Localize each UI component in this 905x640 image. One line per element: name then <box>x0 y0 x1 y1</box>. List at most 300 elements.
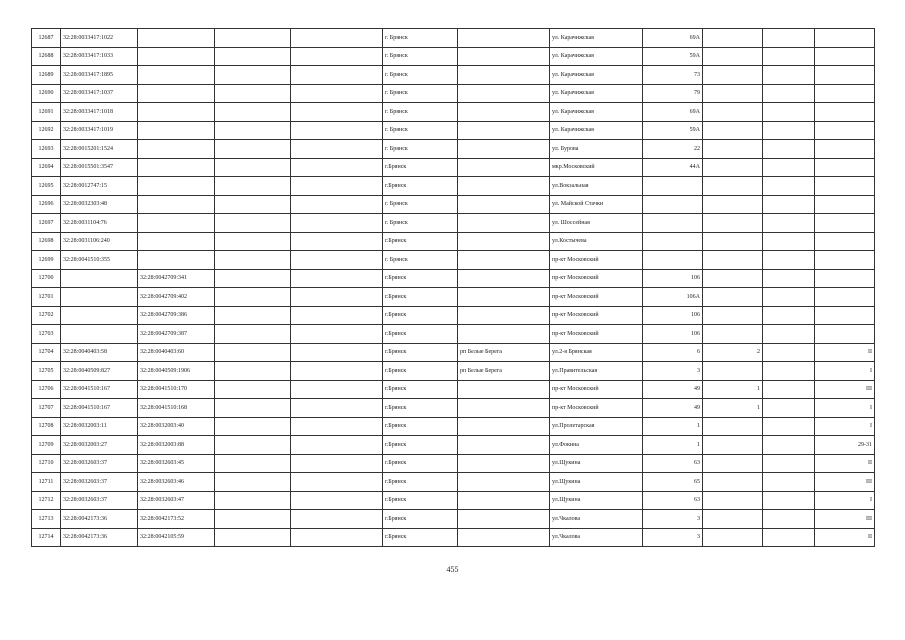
building-cell <box>703 29 763 48</box>
building-cell <box>703 177 763 196</box>
house-number-cell: 3 <box>643 528 703 547</box>
apartment-cell <box>815 177 875 196</box>
row-number-cell: 12714 <box>32 528 61 547</box>
table-body <box>32 29 875 547</box>
house-number-cell: 6 <box>643 343 703 362</box>
settlement-cell <box>458 306 550 325</box>
empty-cell-c <box>763 288 815 307</box>
apartment-cell <box>815 306 875 325</box>
cadastral-number-cell: 32:28:0032303:48 <box>61 195 138 214</box>
apartment-cell <box>815 288 875 307</box>
apartment-cell: III <box>815 510 875 529</box>
cadastral-number-cell: 32:28:0015201:1524 <box>61 140 138 159</box>
street-cell: ул.Вокзальная <box>550 177 643 196</box>
street-cell: ул. Карачижская <box>550 103 643 122</box>
empty-cell-b <box>291 380 383 399</box>
cadastral-number-cell <box>61 306 138 325</box>
settlement-cell <box>458 121 550 140</box>
street-cell: ул.Чкалова <box>550 528 643 547</box>
row-number-cell: 12710 <box>32 454 61 473</box>
table-row <box>32 380 875 399</box>
city-cell: г. Брянск <box>383 251 458 270</box>
table-row <box>32 84 875 103</box>
cadastral-number-cell: 32:28:0033417:1022 <box>61 29 138 48</box>
house-number-cell: 73 <box>643 66 703 85</box>
empty-cell-b <box>291 454 383 473</box>
house-number-cell: 49 <box>643 399 703 418</box>
empty-cell-b <box>291 306 383 325</box>
table-row <box>32 510 875 529</box>
building-cell <box>703 417 763 436</box>
building-cell <box>703 362 763 381</box>
row-number-cell: 12695 <box>32 177 61 196</box>
table-row <box>32 66 875 85</box>
empty-cell-c <box>763 510 815 529</box>
house-number-cell: 22 <box>643 140 703 159</box>
apartment-cell: I <box>815 491 875 510</box>
empty-cell-a <box>215 454 291 473</box>
apartment-cell: I <box>815 362 875 381</box>
sub-cadastral-number-cell <box>138 251 215 270</box>
city-cell: г.Брянск <box>383 491 458 510</box>
row-number-cell: 12697 <box>32 214 61 233</box>
cadastral-number-cell <box>61 325 138 344</box>
street-cell: пр-кт Московский <box>550 399 643 418</box>
table-row <box>32 29 875 48</box>
row-number-cell: 12704 <box>32 343 61 362</box>
cadastral-number-cell: 32:28:0033417:1037 <box>61 84 138 103</box>
empty-cell-c <box>763 269 815 288</box>
row-number-cell: 12711 <box>32 473 61 492</box>
street-cell: мкр.Московский <box>550 158 643 177</box>
sub-cadastral-number-cell: 32:28:0041510:170 <box>138 380 215 399</box>
row-number-cell: 12712 <box>32 491 61 510</box>
street-cell: ул. Карачижская <box>550 29 643 48</box>
house-number-cell: 49 <box>643 380 703 399</box>
apartment-cell <box>815 195 875 214</box>
settlement-cell <box>458 380 550 399</box>
empty-cell-c <box>763 436 815 455</box>
city-cell: г. Брянск <box>383 121 458 140</box>
table-row <box>32 214 875 233</box>
city-cell: г.Брянск <box>383 158 458 177</box>
house-number-cell <box>643 177 703 196</box>
table-row <box>32 140 875 159</box>
apartment-cell <box>815 103 875 122</box>
street-cell: пр-кт Московский <box>550 288 643 307</box>
sub-cadastral-number-cell <box>138 232 215 251</box>
house-number-cell: 65 <box>643 473 703 492</box>
street-cell: пр-кт Московский <box>550 380 643 399</box>
city-cell: г.Брянск <box>383 232 458 251</box>
empty-cell-b <box>291 232 383 251</box>
empty-cell-c <box>763 399 815 418</box>
city-cell: г. Брянск <box>383 29 458 48</box>
street-cell: ул. Бурова <box>550 140 643 159</box>
apartment-cell <box>815 325 875 344</box>
empty-cell-a <box>215 473 291 492</box>
table-row <box>32 454 875 473</box>
row-number-cell: 12707 <box>32 399 61 418</box>
cadastral-number-cell: 32:28:0032003:27 <box>61 436 138 455</box>
sub-cadastral-number-cell <box>138 84 215 103</box>
settlement-cell <box>458 325 550 344</box>
row-number-cell: 12705 <box>32 362 61 381</box>
house-number-cell: 79 <box>643 84 703 103</box>
city-cell: г. Брянск <box>383 140 458 159</box>
house-number-cell: 59А <box>643 121 703 140</box>
city-cell: г. Брянск <box>383 214 458 233</box>
sub-cadastral-number-cell <box>138 140 215 159</box>
empty-cell-c <box>763 177 815 196</box>
empty-cell-b <box>291 288 383 307</box>
empty-cell-b <box>291 84 383 103</box>
street-cell: ул.Щукина <box>550 454 643 473</box>
empty-cell-a <box>215 29 291 48</box>
table-row <box>32 343 875 362</box>
street-cell: ул.Фокина <box>550 436 643 455</box>
empty-cell-c <box>763 47 815 66</box>
city-cell: г. Брянск <box>383 66 458 85</box>
apartment-cell <box>815 140 875 159</box>
empty-cell-c <box>763 232 815 251</box>
table-row <box>32 103 875 122</box>
empty-cell-a <box>215 399 291 418</box>
settlement-cell <box>458 510 550 529</box>
house-number-cell: 63 <box>643 491 703 510</box>
house-number-cell: 1 <box>643 436 703 455</box>
city-cell: г.Брянск <box>383 454 458 473</box>
empty-cell-c <box>763 251 815 270</box>
city-cell: г.Брянск <box>383 362 458 381</box>
cadastral-number-cell: 32:28:0033417:1895 <box>61 66 138 85</box>
settlement-cell <box>458 84 550 103</box>
street-cell: ул.Костычева <box>550 232 643 251</box>
apartment-cell <box>815 232 875 251</box>
apartment-cell: II <box>815 528 875 547</box>
cadastral-number-cell: 32:28:0015501:3547 <box>61 158 138 177</box>
cadastral-number-cell: 32:28:0032603:37 <box>61 473 138 492</box>
empty-cell-b <box>291 195 383 214</box>
empty-cell-b <box>291 251 383 270</box>
empty-cell-b <box>291 510 383 529</box>
empty-cell-b <box>291 269 383 288</box>
settlement-cell <box>458 158 550 177</box>
house-number-cell: 106А <box>643 288 703 307</box>
building-cell <box>703 473 763 492</box>
table-row <box>32 177 875 196</box>
row-number-cell: 12689 <box>32 66 61 85</box>
row-number-cell: 12709 <box>32 436 61 455</box>
street-cell: ул.Пролетарская <box>550 417 643 436</box>
city-cell: г.Брянск <box>383 417 458 436</box>
empty-cell-a <box>215 121 291 140</box>
sub-cadastral-number-cell <box>138 29 215 48</box>
house-number-cell <box>643 251 703 270</box>
settlement-cell <box>458 417 550 436</box>
table-row <box>32 417 875 436</box>
city-cell: г. Брянск <box>383 195 458 214</box>
apartment-cell: III <box>815 473 875 492</box>
empty-cell-a <box>215 232 291 251</box>
empty-cell-a <box>215 380 291 399</box>
table-row <box>32 47 875 66</box>
settlement-cell <box>458 47 550 66</box>
empty-cell-c <box>763 473 815 492</box>
empty-cell-a <box>215 47 291 66</box>
empty-cell-c <box>763 343 815 362</box>
settlement-cell <box>458 103 550 122</box>
building-cell <box>703 47 763 66</box>
city-cell: г.Брянск <box>383 343 458 362</box>
table-row <box>32 251 875 270</box>
sub-cadastral-number-cell: 32:28:0032603:47 <box>138 491 215 510</box>
apartment-cell <box>815 47 875 66</box>
settlement-cell <box>458 288 550 307</box>
row-number-cell: 12702 <box>32 306 61 325</box>
cadastral-number-cell: 32:28:0041510:355 <box>61 251 138 270</box>
settlement-cell <box>458 195 550 214</box>
city-cell: г.Брянск <box>383 528 458 547</box>
street-cell: ул.Щукина <box>550 473 643 492</box>
empty-cell-a <box>215 343 291 362</box>
city-cell: г. Брянск <box>383 103 458 122</box>
empty-cell-a <box>215 306 291 325</box>
table-row <box>32 232 875 251</box>
house-number-cell <box>643 232 703 251</box>
cadastral-number-cell: 32:28:0031106:240 <box>61 232 138 251</box>
row-number-cell: 12708 <box>32 417 61 436</box>
empty-cell-b <box>291 417 383 436</box>
house-number-cell: 3 <box>643 510 703 529</box>
empty-cell-b <box>291 343 383 362</box>
street-cell: ул. Карачижская <box>550 47 643 66</box>
settlement-cell <box>458 528 550 547</box>
sub-cadastral-number-cell: 32:28:0042709:387 <box>138 325 215 344</box>
apartment-cell: I <box>815 399 875 418</box>
city-cell: г.Брянск <box>383 177 458 196</box>
empty-cell-c <box>763 214 815 233</box>
house-number-cell: 1 <box>643 417 703 436</box>
settlement-cell <box>458 436 550 455</box>
building-cell <box>703 66 763 85</box>
table-row <box>32 325 875 344</box>
empty-cell-b <box>291 66 383 85</box>
apartment-cell: II <box>815 454 875 473</box>
row-number-cell: 12699 <box>32 251 61 270</box>
house-number-cell: 59А <box>643 47 703 66</box>
table-row <box>32 121 875 140</box>
row-number-cell: 12701 <box>32 288 61 307</box>
cadastral-number-cell: 32:28:0041510:167 <box>61 399 138 418</box>
empty-cell-b <box>291 177 383 196</box>
empty-cell-c <box>763 66 815 85</box>
empty-cell-c <box>763 380 815 399</box>
building-cell <box>703 84 763 103</box>
street-cell: пр-кт Московский <box>550 325 643 344</box>
settlement-cell <box>458 491 550 510</box>
row-number-cell: 12703 <box>32 325 61 344</box>
building-cell <box>703 454 763 473</box>
apartment-cell <box>815 251 875 270</box>
cadastral-number-cell: 32:28:0032603:37 <box>61 491 138 510</box>
row-number-cell: 12687 <box>32 29 61 48</box>
empty-cell-c <box>763 84 815 103</box>
empty-cell-a <box>215 103 291 122</box>
cadastral-number-cell: 32:28:0032003:11 <box>61 417 138 436</box>
building-cell <box>703 251 763 270</box>
empty-cell-c <box>763 306 815 325</box>
empty-cell-a <box>215 436 291 455</box>
empty-cell-c <box>763 454 815 473</box>
empty-cell-c <box>763 417 815 436</box>
empty-cell-a <box>215 140 291 159</box>
sub-cadastral-number-cell: 32:28:0042709:341 <box>138 269 215 288</box>
cadastral-number-cell: 32:28:0031104:76 <box>61 214 138 233</box>
house-number-cell: 106 <box>643 269 703 288</box>
table-row <box>32 362 875 381</box>
empty-cell-a <box>215 177 291 196</box>
building-cell: 1 <box>703 380 763 399</box>
sub-cadastral-number-cell: 32:28:0042173:52 <box>138 510 215 529</box>
street-cell: пр-кт Московский <box>550 306 643 325</box>
empty-cell-a <box>215 158 291 177</box>
sub-cadastral-number-cell: 32:28:0042709:386 <box>138 306 215 325</box>
apartment-cell <box>815 29 875 48</box>
house-number-cell: 69А <box>643 29 703 48</box>
city-cell: г.Брянск <box>383 306 458 325</box>
empty-cell-a <box>215 288 291 307</box>
house-number-cell: 63 <box>643 454 703 473</box>
sub-cadastral-number-cell: 32:28:0042709:402 <box>138 288 215 307</box>
empty-cell-b <box>291 491 383 510</box>
sub-cadastral-number-cell: 32:28:0042105:59 <box>138 528 215 547</box>
street-cell: ул.2-я Брянская <box>550 343 643 362</box>
empty-cell-b <box>291 473 383 492</box>
sub-cadastral-number-cell: 32:28:0032603:45 <box>138 454 215 473</box>
city-cell: г.Брянск <box>383 473 458 492</box>
sub-cadastral-number-cell: 32:28:0032003:88 <box>138 436 215 455</box>
apartment-cell <box>815 84 875 103</box>
empty-cell-c <box>763 29 815 48</box>
settlement-cell: рп Белые Берега <box>458 362 550 381</box>
building-cell <box>703 528 763 547</box>
row-number-cell: 12698 <box>32 232 61 251</box>
sub-cadastral-number-cell: 32:28:0040403:60 <box>138 343 215 362</box>
empty-cell-c <box>763 140 815 159</box>
sub-cadastral-number-cell <box>138 195 215 214</box>
building-cell <box>703 436 763 455</box>
sub-cadastral-number-cell: 32:28:0032603:46 <box>138 473 215 492</box>
empty-cell-b <box>291 140 383 159</box>
row-number-cell: 12700 <box>32 269 61 288</box>
apartment-cell <box>815 121 875 140</box>
row-number-cell: 12693 <box>32 140 61 159</box>
cadastral-number-cell: 32:28:0012747:15 <box>61 177 138 196</box>
apartment-cell: 29-31 <box>815 436 875 455</box>
empty-cell-b <box>291 399 383 418</box>
table-row <box>32 288 875 307</box>
street-cell: ул. Майской Стачки <box>550 195 643 214</box>
cadastral-number-cell: 32:28:0040403:58 <box>61 343 138 362</box>
empty-cell-a <box>215 510 291 529</box>
building-cell <box>703 269 763 288</box>
street-cell: пр-кт Московский <box>550 251 643 270</box>
street-cell: ул.Щукина <box>550 491 643 510</box>
settlement-cell <box>458 29 550 48</box>
row-number-cell: 12692 <box>32 121 61 140</box>
empty-cell-b <box>291 121 383 140</box>
street-cell: ул.Чкалова <box>550 510 643 529</box>
row-number-cell: 12688 <box>32 47 61 66</box>
cadastral-number-cell: 32:28:0042173:36 <box>61 528 138 547</box>
cadastral-number-cell <box>61 288 138 307</box>
settlement-cell <box>458 251 550 270</box>
city-cell: г. Брянск <box>383 47 458 66</box>
empty-cell-c <box>763 325 815 344</box>
city-cell: г.Брянск <box>383 269 458 288</box>
settlement-cell <box>458 399 550 418</box>
row-number-cell: 12690 <box>32 84 61 103</box>
settlement-cell <box>458 269 550 288</box>
cadastral-number-cell: 32:28:0042173:36 <box>61 510 138 529</box>
building-cell: 2 <box>703 343 763 362</box>
sub-cadastral-number-cell <box>138 47 215 66</box>
registry-table <box>31 28 875 547</box>
table-row <box>32 528 875 547</box>
house-number-cell: 106 <box>643 306 703 325</box>
sub-cadastral-number-cell <box>138 66 215 85</box>
building-cell <box>703 232 763 251</box>
row-number-cell: 12706 <box>32 380 61 399</box>
sub-cadastral-number-cell <box>138 177 215 196</box>
apartment-cell <box>815 214 875 233</box>
house-number-cell <box>643 214 703 233</box>
street-cell: пр-кт Московский <box>550 269 643 288</box>
apartment-cell: II <box>815 343 875 362</box>
table-row <box>32 436 875 455</box>
sub-cadastral-number-cell <box>138 121 215 140</box>
empty-cell-c <box>763 121 815 140</box>
settlement-cell <box>458 177 550 196</box>
empty-cell-a <box>215 417 291 436</box>
street-cell: ул. Карачижская <box>550 84 643 103</box>
cadastral-number-cell: 32:28:0041510:167 <box>61 380 138 399</box>
building-cell <box>703 491 763 510</box>
empty-cell-a <box>215 362 291 381</box>
street-cell: ул.Правительская <box>550 362 643 381</box>
empty-cell-b <box>291 158 383 177</box>
building-cell: 1 <box>703 399 763 418</box>
street-cell: ул. Карачижская <box>550 121 643 140</box>
empty-cell-c <box>763 528 815 547</box>
empty-cell-a <box>215 325 291 344</box>
settlement-cell <box>458 140 550 159</box>
empty-cell-c <box>763 491 815 510</box>
building-cell <box>703 121 763 140</box>
apartment-cell <box>815 66 875 85</box>
empty-cell-c <box>763 158 815 177</box>
street-cell: ул. Карачижская <box>550 66 643 85</box>
table-row <box>32 269 875 288</box>
cadastral-number-cell: 32:28:0040509:827 <box>61 362 138 381</box>
sub-cadastral-number-cell: 32:28:0041510:168 <box>138 399 215 418</box>
empty-cell-c <box>763 195 815 214</box>
apartment-cell: I <box>815 417 875 436</box>
cadastral-number-cell: 32:28:0032603:37 <box>61 454 138 473</box>
sub-cadastral-number-cell <box>138 158 215 177</box>
building-cell <box>703 325 763 344</box>
